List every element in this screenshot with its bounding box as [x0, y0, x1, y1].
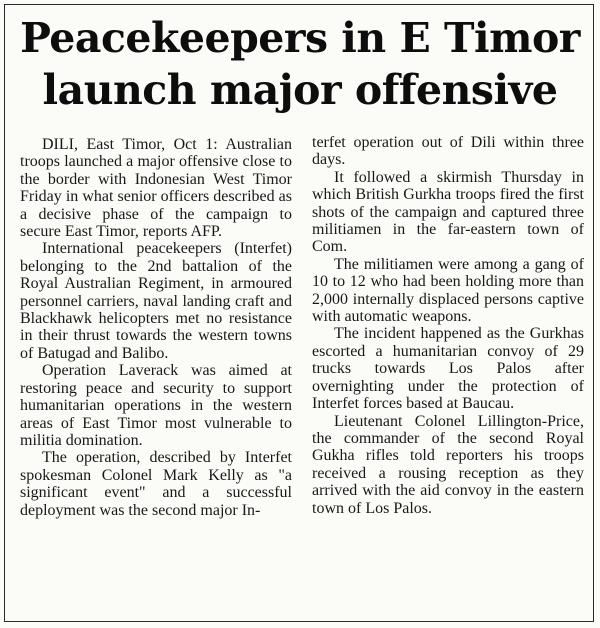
headline [8, 12, 592, 116]
paragraph-spokesman: The operation, described by Interfet spokesman Colonel Mark Kelly as "a significant event" and a successful deployment was the second major In- [20, 449, 292, 519]
paragraph-skirmish: It followed a skirmish Thursday in which British Gurkha troops fired the first shots of the campaign and captured three militiamen in the far-eastern town of Com. [312, 168, 584, 256]
paragraph-continuation: terfet operation out of Dili within three days. [312, 134, 584, 169]
paragraph-militiamen: The militiamen were among a gang of 10 to 12 who had been holding more than 2,000 internally displaced persons captive with automatic weapons. [312, 255, 584, 326]
paragraph-convoy: The incident happened as the Gurkhas escorted a humanitarian convoy of 29 trucks towards Los Palos after overnighting under the protection of Interfet forces based at Baucau. [312, 325, 584, 413]
left-column [20, 136, 292, 519]
paragraph-dateline: DILI, East Timor, Oct 1: Australian troops launched a major offensive close to the border with Indonesian West Timor Friday in what senior officers described as a decisive phase of the campaign to secure East Timor, reports AFP. [20, 136, 292, 241]
paragraph-commander: Lieutenant Colonel Lillington-Price, the commander of the second Royal Gukha rifles told reporters his troops received a rousing reception as they arrived with the aid convoy in the eastern town of Los Palos. [312, 412, 584, 517]
paragraph-interfet: International peacekeepers (Interfet) belonging to the 2nd battalion of the Royal Australian Regiment, in armoured personnel carriers, naval landing craft and Blackhawk helicopters met no resistance in their thrust towards the western towns of Batugad and Balibo. [20, 240, 292, 362]
paragraph-operation-laverack: Operation Laverack was aimed at restoring peace and security to support humanitarian operations in the western areas of East Timor most vulnerable to militia domination. [20, 362, 292, 449]
right-column [312, 134, 584, 517]
headline-line-1: Peacekeepers in E Timor [20, 14, 580, 62]
headline-line-2: launch major offensive [42, 66, 558, 114]
